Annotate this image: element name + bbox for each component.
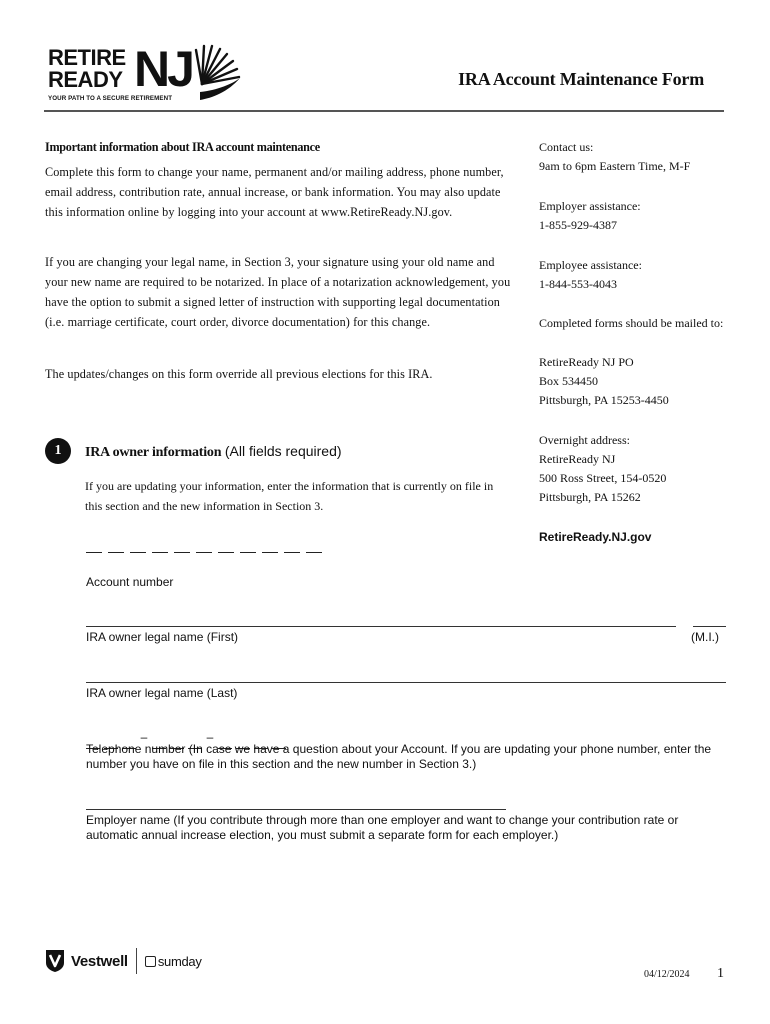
section-title — [85, 443, 342, 461]
logo-divider — [136, 948, 137, 974]
middle-initial-label: (M.I.) — [691, 630, 719, 644]
phone-separator: – — [206, 730, 214, 744]
overnight-address-line: 500 Ross Street, 154-0520 — [539, 471, 667, 485]
logo-tagline: YOUR PATH TO A SECURE RETIREMENT — [48, 95, 173, 102]
logo-retire-text: RETIRE — [48, 45, 126, 70]
first-name-label: IRA owner legal name (First) — [86, 630, 239, 644]
digit-slot[interactable] — [218, 552, 234, 553]
footer-logos — [45, 947, 202, 975]
digit-slot[interactable] — [306, 552, 322, 553]
digit-slot[interactable] — [240, 552, 256, 553]
digit-slot[interactable] — [130, 552, 146, 553]
digit-slot[interactable] — [196, 552, 212, 553]
vestwell-logo-text: Vestwell — [71, 952, 128, 970]
contact-hours: 9am to 6pm Eastern Time, M-F — [539, 159, 691, 173]
employer-name-label: Employer name (If you contribute through more than one employer and want to change your contribution rate or automatic annual increase election, you must submit a separate form for each employer.) — [86, 813, 679, 842]
mail-address-line: Pittsburgh, PA 15253-4450 — [539, 393, 669, 407]
digit-slot[interactable] — [152, 552, 168, 553]
phone-separator: – — [140, 730, 148, 744]
account-number-input[interactable] — [86, 552, 322, 553]
section-description: If you are updating your information, enter the information that is currently on file in this section and the new information in Section 3. — [85, 479, 494, 513]
retireready-nj-logo — [46, 40, 246, 110]
first-name-field[interactable] — [86, 626, 676, 627]
telephone-label: Telephone number (In case we have a question about your Account. If you are updating your phone number, enter the number you have on file in this section and the new number in Section 3.) — [86, 742, 712, 771]
digit-slot[interactable] — [284, 552, 300, 553]
mail-address — [539, 353, 729, 410]
intro-paragraph-1: Complete this form to change your name, permanent and/or mailing address, phone number, email address, contribution rate, annual increase, or bank information. You may also update this information online by logging into your account at www.RetireReady.NJ.gov. — [45, 165, 504, 219]
overnight-address — [539, 450, 729, 507]
account-number-label: Account number — [86, 575, 174, 589]
mail-address-line: Box 534450 — [539, 374, 599, 388]
digit-slot[interactable] — [262, 552, 278, 553]
employer-phone: 1-855-929-4387 — [539, 218, 617, 232]
sumday-logo — [145, 954, 202, 969]
intro-paragraph-3: The updates/changes on this form override all previous elections for this IRA. — [45, 367, 433, 381]
mail-heading: Completed forms should be mailed to: — [539, 316, 724, 330]
sumday-box-icon — [145, 956, 156, 967]
section-title-note: (All fields required) — [224, 443, 342, 459]
mail-address-line: RetireReady NJ PO — [539, 355, 634, 369]
employer-assistance-heading: Employer assistance: — [539, 199, 641, 213]
middle-initial-field[interactable] — [693, 626, 726, 627]
sumday-logo-text: sumday — [157, 953, 202, 969]
overnight-heading: Overnight address: — [539, 433, 630, 447]
logo-ready-text: READY — [48, 67, 123, 92]
vestwell-shield-icon — [45, 949, 65, 973]
employee-phone: 1-844-553-4043 — [539, 277, 617, 291]
intro-paragraph-2: If you are changing your legal name, in Section 3, your signature using your old name and your new name are required to be notarized. In place of a notarization acknowledgement, you have the option to submit a signed letter of instruction with supporting legal documentation (i.e. marriage certificate, court order, divorce documentation) for this change. — [45, 255, 511, 329]
intro-heading: Important information about IRA account maintenance — [45, 140, 320, 154]
section-number-badge: 1 — [45, 438, 71, 464]
digit-slot[interactable] — [174, 552, 190, 553]
contact-heading: Contact us: — [539, 140, 594, 154]
sunburst-icon — [182, 40, 246, 102]
form-date: 04/12/2024 — [644, 969, 690, 980]
page-number: 1 — [717, 966, 724, 981]
overnight-address-line: Pittsburgh, PA 15262 — [539, 490, 641, 504]
digit-slot[interactable] — [86, 552, 102, 553]
digit-slot[interactable] — [108, 552, 124, 553]
logo-nj-text: NJ — [134, 41, 192, 97]
employer-name-field[interactable] — [86, 809, 506, 810]
last-name-label: IRA owner legal name (Last) — [86, 686, 238, 700]
form-title: IRA Account Maintenance Form — [458, 69, 704, 89]
section-title-main: IRA owner information — [85, 445, 222, 460]
last-name-field[interactable] — [86, 682, 726, 683]
website-link[interactable]: RetireReady.NJ.gov — [539, 530, 652, 544]
overnight-address-line: RetireReady NJ — [539, 452, 616, 466]
header-divider — [44, 110, 724, 112]
employee-assistance-heading: Employee assistance: — [539, 258, 642, 272]
